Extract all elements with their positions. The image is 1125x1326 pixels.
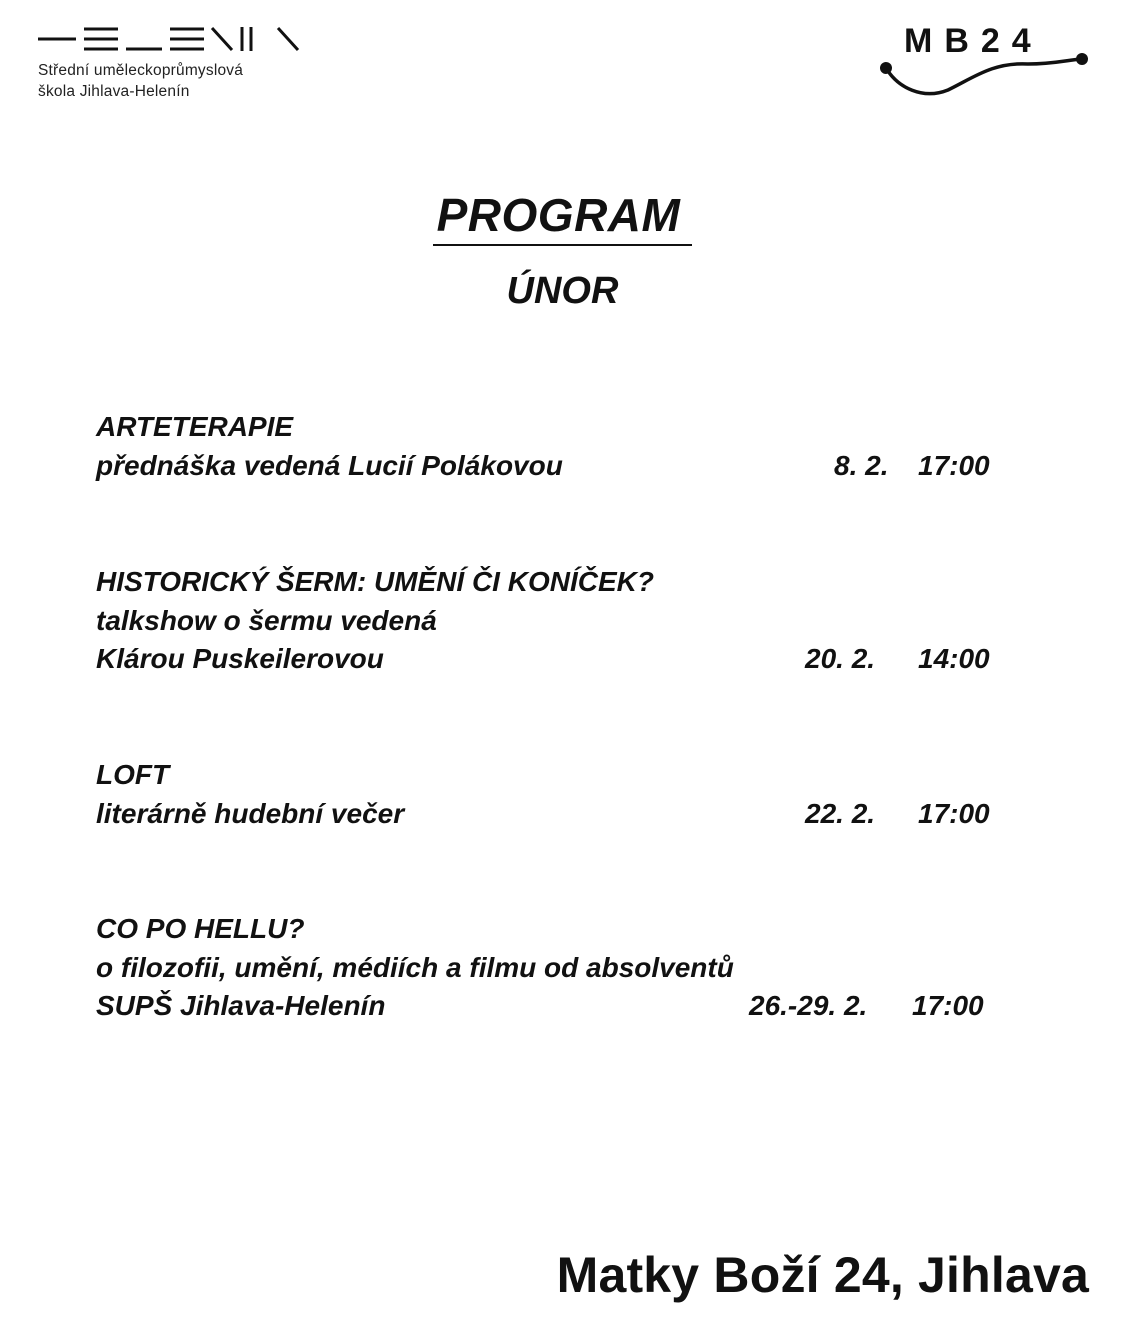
program-title-block [0, 188, 1125, 246]
wave-line-icon [878, 18, 1093, 108]
event-description: literárně hudební večer [96, 797, 405, 829]
event-date: 26.-29. 2. [749, 990, 868, 1021]
event-title: CO PO HELLU? [96, 913, 305, 944]
event-description: SUPŠ Jihlava-Helenín [96, 990, 386, 1021]
event-item [96, 563, 1006, 679]
event-time: 14:00 [918, 643, 990, 674]
mb24-logo-text: MB24 [904, 22, 1043, 60]
school-name [38, 60, 303, 102]
month-title: ÚNOR [506, 270, 619, 312]
event-title: ARTETERAPIE [96, 411, 294, 442]
mb24-logo [878, 18, 1093, 108]
event-title: LOFT [96, 759, 170, 790]
event-item [96, 910, 1006, 1026]
venue-address: Matky Boží 24, Jihlava [556, 1247, 1089, 1303]
helenin-wordmark-icon [38, 24, 300, 54]
event-time: 17:00 [918, 449, 990, 481]
event-item [96, 408, 1006, 485]
program-title: PROGRAM [433, 188, 693, 246]
event-date: 22. 2. [805, 797, 876, 829]
event-date: 20. 2. [805, 643, 876, 674]
event-time: 17:00 [918, 797, 990, 829]
event-subtitle-line [96, 987, 1006, 1026]
event-date: 8. 2. [834, 449, 889, 481]
event-description: o filozofii, umění, médiích a filmu od absolventů [96, 951, 734, 983]
event-subtitle-line [96, 795, 1006, 834]
school-name-line2: škola Jihlava-Helenín [38, 83, 190, 100]
event-description: Klárou Puskeilerovou [96, 643, 384, 674]
event-title: HISTORICKÝ ŠERM: UMĚNÍ ČI KONÍČEK? [96, 566, 654, 597]
event-time: 17:00 [912, 990, 984, 1021]
school-name-line1: Střední uměleckoprůmyslová [38, 62, 244, 79]
school-logo [38, 24, 303, 102]
event-description: přednáška vedená Lucií Polákovou [96, 449, 563, 481]
event-item [96, 756, 1006, 833]
event-subtitle-line [96, 640, 1006, 679]
event-description: talkshow o šermu vedená [96, 604, 437, 636]
event-subtitle-line [96, 447, 1006, 486]
